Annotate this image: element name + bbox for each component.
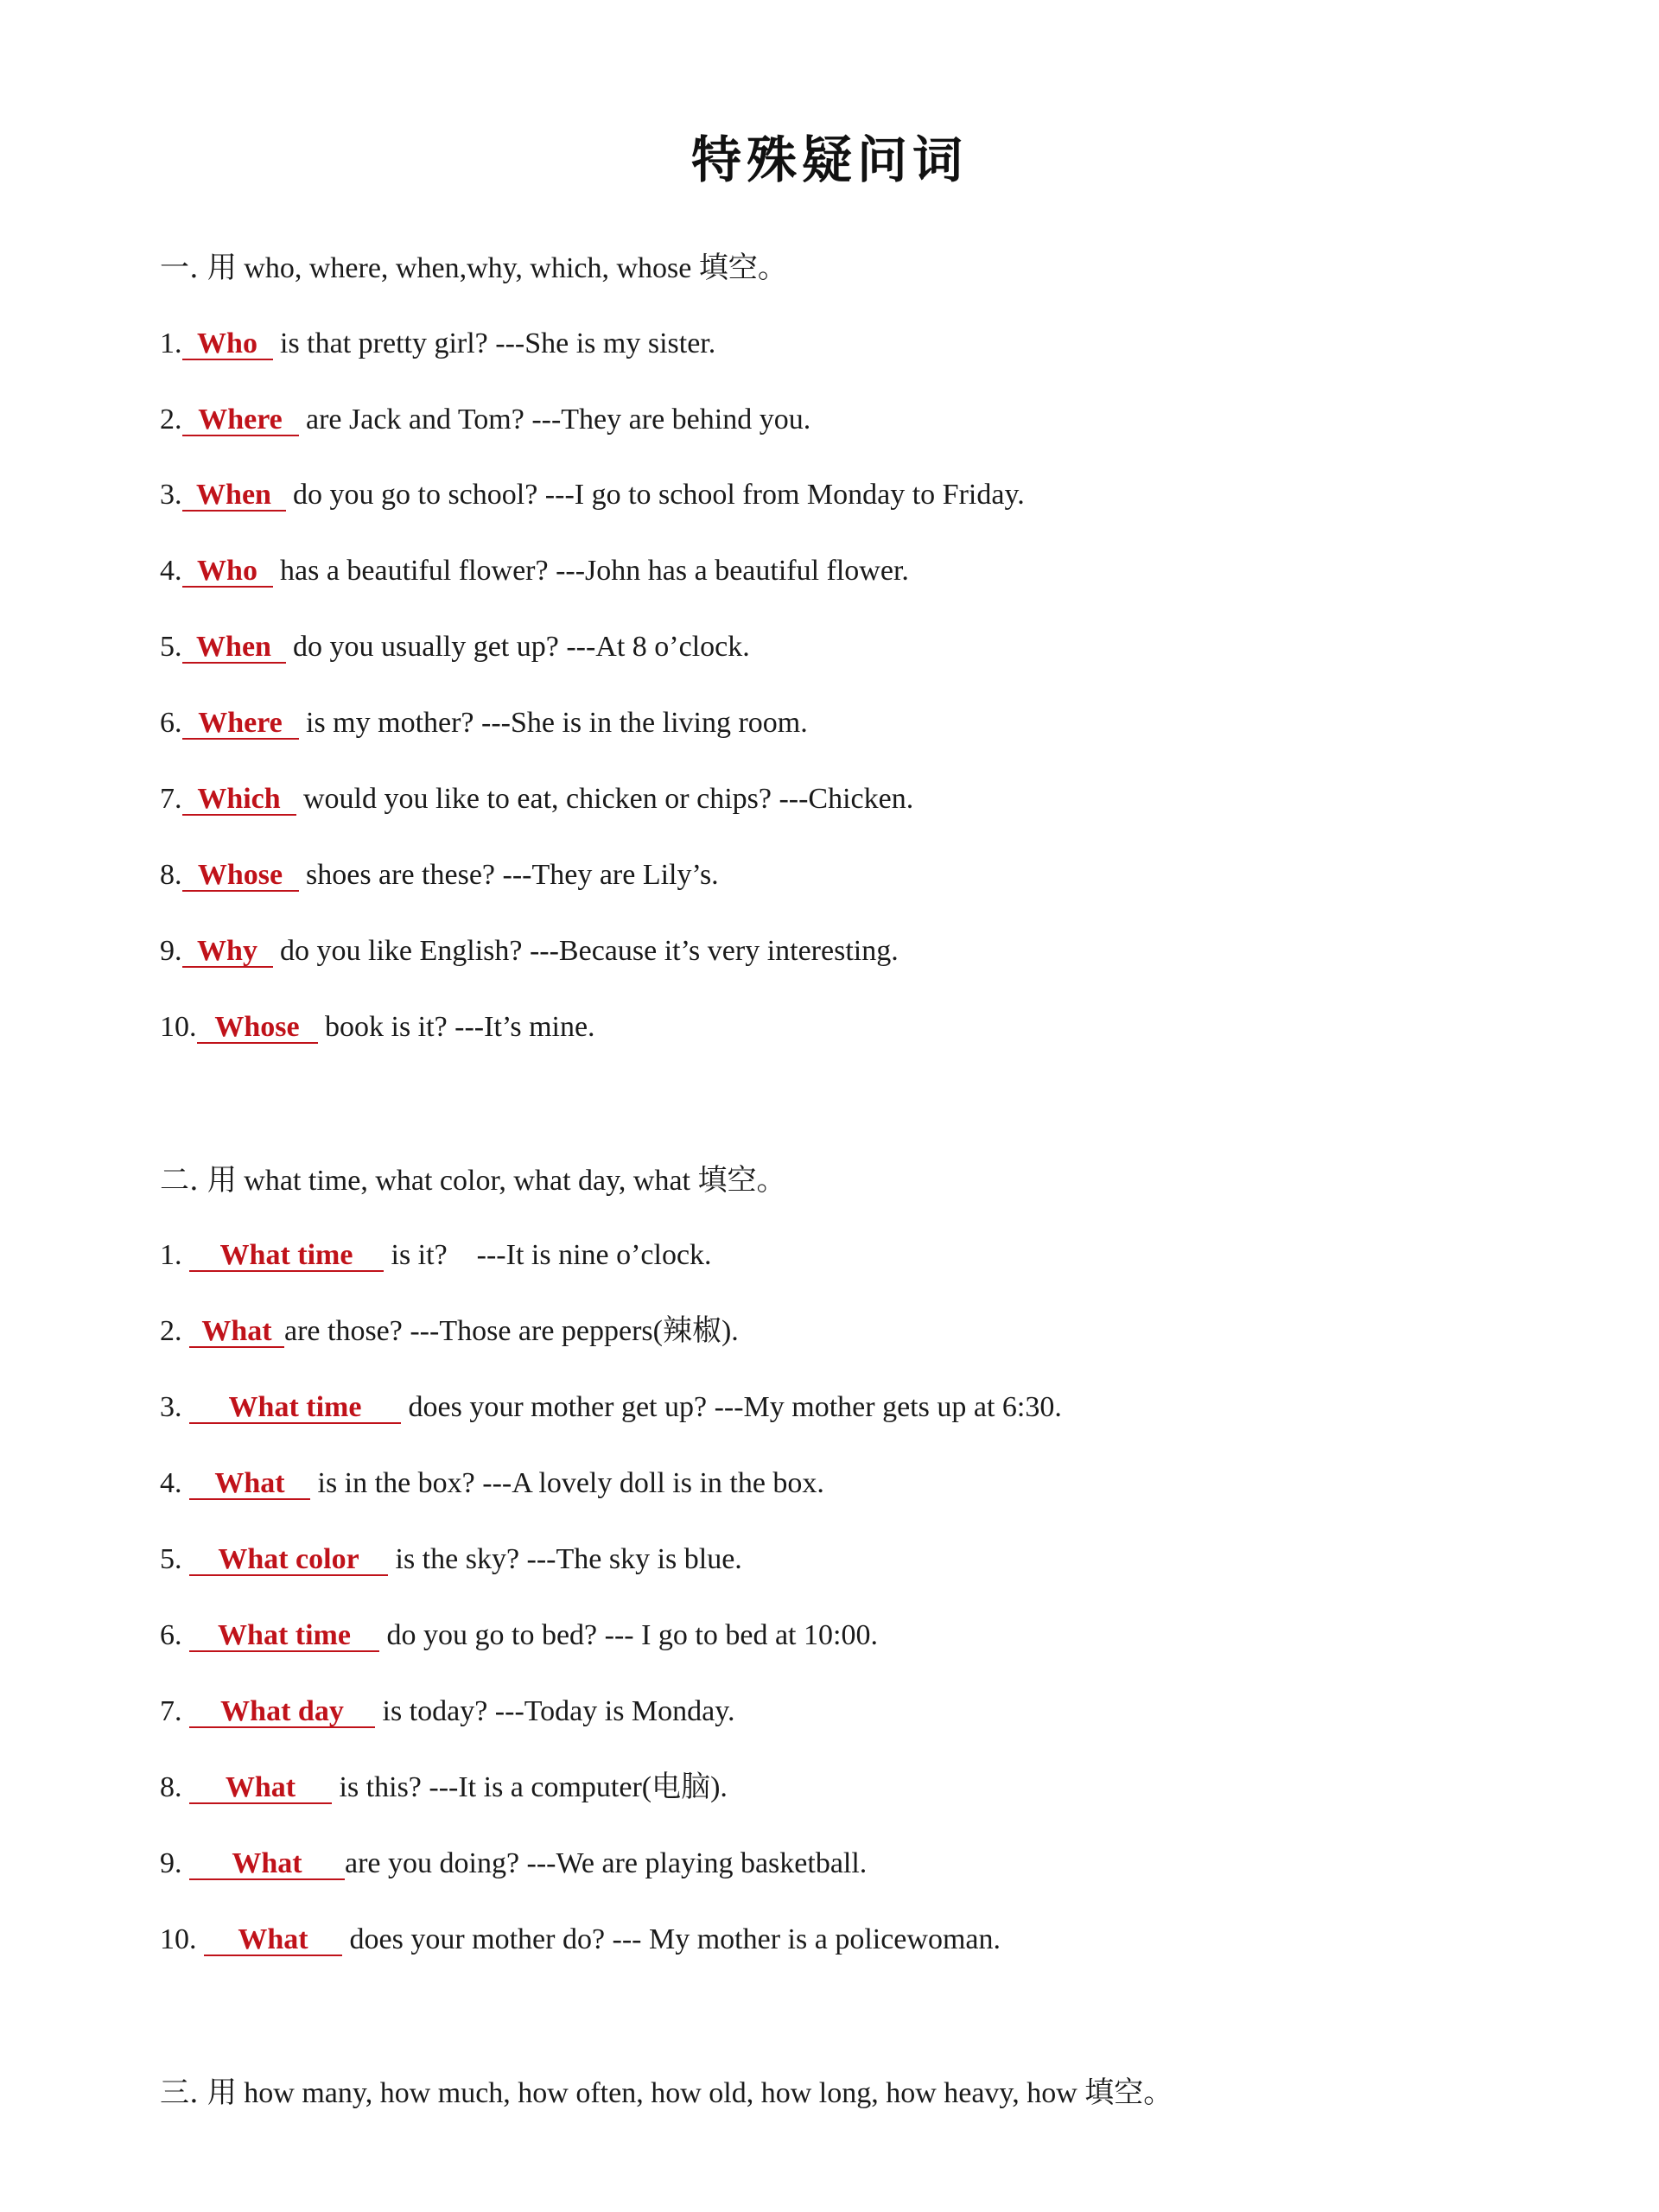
section-number: 一. bbox=[160, 251, 199, 285]
section-instruction: 用 who, where, when,why, which, whose 填空。 bbox=[207, 252, 787, 284]
question-2-2 bbox=[160, 1314, 739, 1349]
question-number: 2. bbox=[160, 404, 182, 435]
question-text: has a beautiful flower? ---John has a beautiful flower. bbox=[280, 555, 909, 587]
section-heading-1 bbox=[160, 251, 787, 286]
question-2-6 bbox=[160, 1618, 878, 1653]
question-1-1 bbox=[160, 327, 715, 361]
question-1-2 bbox=[160, 403, 810, 437]
answer-blank[interactable]: What bbox=[189, 1469, 310, 1500]
answer-blank[interactable]: Whose bbox=[182, 861, 299, 892]
section-heading-3 bbox=[160, 2075, 1173, 2111]
question-2-1 bbox=[160, 1238, 712, 1273]
question-number: 6. bbox=[160, 1619, 182, 1651]
question-1-7 bbox=[160, 782, 913, 817]
question-text: are you doing? ---We are playing basketball. bbox=[345, 1847, 868, 1879]
question-1-9 bbox=[160, 934, 899, 969]
question-text: do you go to bed? --- I go to bed at 10:00. bbox=[386, 1619, 878, 1651]
question-text: is the sky? ---The sky is blue. bbox=[395, 1543, 742, 1575]
question-number: 4. bbox=[160, 1467, 182, 1499]
question-number: 10. bbox=[160, 1011, 197, 1043]
answer-blank[interactable]: What day bbox=[189, 1697, 375, 1728]
question-text: does your mother get up? ---My mother gets up at 6:30. bbox=[408, 1391, 1062, 1423]
question-number: 9. bbox=[160, 1847, 182, 1879]
question-number: 5. bbox=[160, 631, 182, 663]
answer-blank[interactable]: What time bbox=[189, 1621, 379, 1652]
question-number: 2. bbox=[160, 1315, 182, 1347]
answer-blank[interactable]: Whose bbox=[197, 1013, 318, 1044]
question-text: are Jack and Tom? ---They are behind you. bbox=[306, 404, 811, 435]
answer-blank[interactable]: What bbox=[189, 1849, 345, 1880]
answer-blank[interactable]: Who bbox=[182, 329, 273, 360]
section-instruction: 用 what time, what color, what day, what 填空。 bbox=[207, 1165, 786, 1197]
question-1-5 bbox=[160, 630, 750, 664]
question-text: is this? ---It is a computer(电脑). bbox=[339, 1771, 728, 1803]
answer-blank[interactable]: Which bbox=[182, 785, 296, 816]
answer-blank[interactable]: What color bbox=[189, 1545, 388, 1576]
question-2-8 bbox=[160, 1770, 728, 1805]
question-2-4 bbox=[160, 1466, 824, 1501]
question-number: 4. bbox=[160, 555, 182, 587]
answer-blank[interactable]: What bbox=[189, 1317, 284, 1348]
question-number: 1. bbox=[160, 327, 182, 359]
question-2-3 bbox=[160, 1390, 1062, 1425]
question-text: does your mother do? --- My mother is a policewoman. bbox=[349, 1923, 1001, 1955]
question-text: shoes are these? ---They are Lily’s. bbox=[306, 859, 719, 891]
question-number: 8. bbox=[160, 859, 182, 891]
section-instruction: 用 how many, how much, how often, how old, how long, how heavy, how 填空。 bbox=[207, 2077, 1173, 2109]
question-text: is in the box? ---A lovely doll is in the box. bbox=[317, 1467, 824, 1499]
answer-blank[interactable]: When bbox=[182, 632, 286, 664]
question-number: 5. bbox=[160, 1543, 182, 1575]
question-text: are those? ---Those are peppers(辣椒). bbox=[284, 1315, 739, 1347]
answer-blank[interactable]: What time bbox=[189, 1241, 384, 1272]
answer-blank[interactable]: What time bbox=[189, 1393, 401, 1424]
question-2-10 bbox=[160, 1923, 1001, 1957]
question-number: 3. bbox=[160, 479, 182, 511]
question-2-5 bbox=[160, 1542, 742, 1577]
question-text: is that pretty girl? ---She is my sister. bbox=[280, 327, 716, 359]
question-number: 3. bbox=[160, 1391, 182, 1423]
question-2-7 bbox=[160, 1694, 735, 1729]
page-title: 特殊疑问词 bbox=[690, 130, 968, 189]
question-number: 7. bbox=[160, 1695, 182, 1727]
question-1-4 bbox=[160, 554, 909, 588]
question-text: is it? ---It is nine o’clock. bbox=[391, 1239, 712, 1271]
question-text: would you like to eat, chicken or chips? ---Chicken. bbox=[303, 783, 914, 815]
answer-blank[interactable]: Who bbox=[182, 556, 273, 588]
answer-blank[interactable]: What bbox=[189, 1773, 332, 1804]
question-number: 7. bbox=[160, 783, 182, 815]
question-1-10 bbox=[160, 1010, 595, 1045]
question-text: book is it? ---It’s mine. bbox=[325, 1011, 595, 1043]
question-2-9 bbox=[160, 1847, 867, 1881]
answer-blank[interactable]: Where bbox=[182, 405, 299, 436]
question-number: 10. bbox=[160, 1923, 197, 1955]
question-1-6 bbox=[160, 706, 808, 741]
question-text: do you usually get up? ---At 8 o’clock. bbox=[293, 631, 750, 663]
answer-blank[interactable]: Where bbox=[182, 709, 299, 740]
question-1-8 bbox=[160, 858, 719, 893]
question-number: 8. bbox=[160, 1771, 182, 1803]
question-text: is today? ---Today is Monday. bbox=[382, 1695, 735, 1727]
answer-blank[interactable]: When bbox=[182, 480, 286, 512]
question-text: is my mother? ---She is in the living room. bbox=[306, 707, 808, 739]
question-1-3 bbox=[160, 478, 1025, 512]
section-number: 三. bbox=[160, 2075, 199, 2110]
section-number: 二. bbox=[160, 1163, 199, 1198]
question-number: 9. bbox=[160, 935, 182, 967]
question-number: 1. bbox=[160, 1239, 182, 1271]
answer-blank[interactable]: What bbox=[204, 1925, 342, 1956]
question-number: 6. bbox=[160, 707, 182, 739]
answer-blank[interactable]: Why bbox=[182, 937, 273, 968]
section-heading-2 bbox=[160, 1163, 786, 1198]
question-text: do you go to school? ---I go to school from Monday to Friday. bbox=[293, 479, 1025, 511]
question-text: do you like English? ---Because it’s very interesting. bbox=[280, 935, 899, 967]
